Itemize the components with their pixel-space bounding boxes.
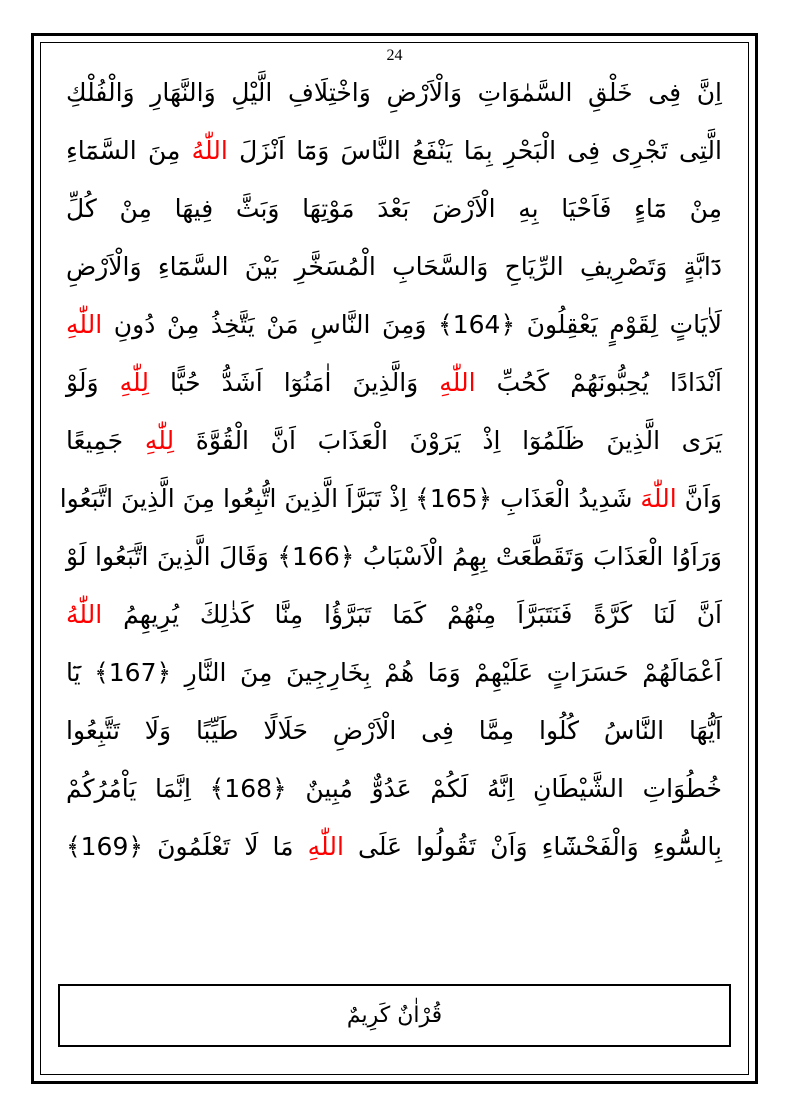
text-line: لَاٰيَاتٍ لِقَوْمٍ يَعْقِلُونَ ﴿164﴾ وَمِنَ النَّاسِ مَنْ يَتَّخِذُ مِنْ دُونِ اللّٰهِ <box>66 310 723 339</box>
text-line: وَاَنَّ اللّٰهَ شَدِيدُ الْعَذَابِ ﴿165﴾ اِذْ تَبَرَّاَ الَّذِينَ اتُّبِعُوا مِنَ الَّذِينَ اتَّبَعُوا <box>59 484 722 513</box>
text-line: بِالسُّٓوءِ وَالْفَحْشَٓاءِ وَاَنْ تَقُولُوا عَلَى اللّٰهِ مَا لَا تَعْلَمُونَ ﴿169﴾ <box>66 832 722 861</box>
divine-name: اللّٰهِ <box>66 310 103 339</box>
footer-title: قُرْاٰنٌ كَرِيمٌ <box>346 1003 443 1028</box>
text-line: الَّتِى تَجْرِى فِى الْبَحْرِ بِمَا يَنْفَعُ النَّاسَ وَمَٓا اَنْزَلَ اللّٰهُ مِنَ السَّمَٓاءِ <box>66 136 722 165</box>
text-line: اَيُّهَا النَّاسُ كُلُوا مِمَّا فِى الْاَرْضِ حَلَالًا طَيِّبًا وَلَا تَتَّبِعُوا <box>66 716 722 745</box>
divine-name: لِلّٰهِ <box>119 368 149 397</box>
divine-name: اللّٰهَ <box>640 484 677 513</box>
quran-text-block <box>59 64 723 934</box>
divine-name: اللّٰهُ <box>191 136 228 165</box>
divine-name: اللّٰهِ <box>439 368 476 397</box>
text-line: دَٓابَّةٍ وَتَصْرِيفِ الرِّيَاحِ وَالسَّحَابِ الْمُسَخَّرِ بَيْنَ السَّمَٓاءِ وَالْاَرْضِ <box>66 252 722 281</box>
divine-name: اللّٰهِ <box>307 832 344 861</box>
text-line: اَعْمَالَهُمْ حَسَرَاتٍ عَلَيْهِمْ وَمَا هُمْ بِخَارِجِينَ مِنَ النَّارِ ﴿167﴾ يَٓا <box>66 658 722 687</box>
text-line: اَنَّ لَنَا كَرَّةً فَنَتَبَرَّاَ مِنْهُمْ كَمَا تَبَرَّؤُا مِنَّا كَذٰلِكَ يُرِيهِمُ اللّٰهُ <box>66 600 722 629</box>
divine-name: اللّٰهُ <box>66 600 103 629</box>
text-line: يَرَى الَّذِينَ ظَلَمُوٓا اِذْ يَرَوْنَ الْعَذَابَ اَنَّ الْقُوَّةَ لِلّٰهِ جَمِيعًا <box>66 426 723 455</box>
text-line: خُطُوَاتِ الشَّيْطَانِ اِنَّهُ لَكُمْ عَدُوٌّ مُبِينٌ ﴿168﴾ اِنَّمَا يَاْمُرُكُمْ <box>66 774 722 803</box>
divine-name: لِلّٰهِ <box>144 426 175 455</box>
text-line: وَرَاَوُا الْعَذَابَ وَتَقَطَّعَتْ بِهِمُ الْاَسْبَابُ ﴿166﴾ وَقَالَ الَّذِينَ اتَّبَعُوا لَوْ <box>66 542 722 571</box>
text-line: اِنَّ فِى خَلْقِ السَّمٰوَاتِ وَالْاَرْضِ وَاخْتِلَافِ الَّيْلِ وَالنَّهَارِ وَالْفُلْكِ <box>66 78 722 107</box>
text-line: مِنْ مَٓاءٍ فَاَحْيَا بِهِ الْاَرْضَ بَعْدَ مَوْتِهَا وَبَثَّ فِيهَا مِنْ كُلِّ <box>66 194 722 223</box>
text-line: اَنْدَادًا يُحِبُّونَهُمْ كَحُبِّ اللّٰهِ وَالَّذِينَ اٰمَنُوٓا اَشَدُّ حُبًّا لِلّٰهِ وَلَوْ <box>66 368 722 397</box>
page-number: 24 <box>386 47 403 64</box>
footer-box <box>58 984 731 1047</box>
